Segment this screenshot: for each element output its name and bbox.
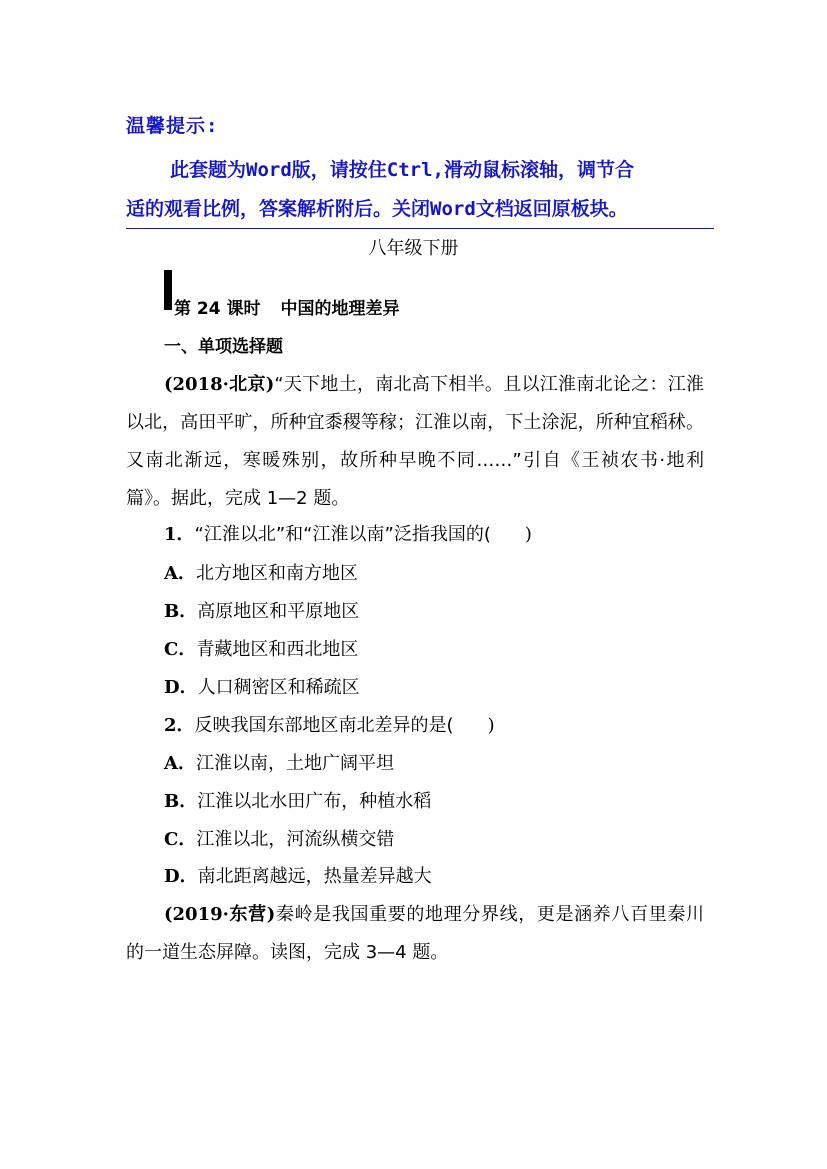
tip-line-2: 适的观看比例，答案解析附后。关闭Word文档返回原板块。	[126, 192, 714, 229]
option[interactable]	[164, 597, 359, 623]
passage-1-text: “天下地土，南北高下相半。且以江淮南北论之：江淮以北，高田平旷，所种宜黍稷等稼；江淮以南，下土涂泥，所种宜稻秫。又南北渐远，寒暖殊别，故所种早晚不同……”引自《王祯农书·地利篇》。据此，完成 1—2 题。	[126, 374, 705, 509]
option[interactable]	[164, 635, 358, 661]
option[interactable]	[164, 825, 394, 851]
option-label: B．	[164, 791, 198, 812]
option-text: 江淮以北，河流纵横交错	[196, 829, 395, 850]
lesson-title: 中国的地理差异	[280, 299, 400, 319]
section-heading: 一、单项选择题	[164, 337, 283, 357]
passage-2	[126, 896, 704, 972]
tip-title: 温馨提示:	[126, 115, 219, 137]
option-text: 江淮以北水田广布，种植水稻	[197, 791, 432, 812]
passage-1-source: (2018·北京)	[164, 374, 275, 395]
option-label: A．	[164, 563, 196, 584]
question-2	[164, 711, 495, 737]
option-text: 高原地区和平原地区	[197, 601, 360, 622]
passage-1	[126, 366, 704, 518]
question-number: 1．	[164, 524, 195, 545]
option-text: 北方地区和南方地区	[195, 563, 358, 584]
option[interactable]	[164, 749, 394, 775]
option-label: B．	[164, 601, 198, 622]
tip-line-1: 此套题为Word版，请按住Ctrl,滑动鼠标滚轴，调节合	[170, 159, 634, 181]
option-label: D．	[164, 677, 198, 698]
option-text: 人口稠密区和稀疏区	[197, 677, 360, 698]
tip-body	[126, 149, 716, 229]
option[interactable]	[164, 862, 432, 888]
question-1	[164, 520, 532, 546]
option-text: 青藏地区和西北地区	[196, 639, 359, 660]
passage-2-text: 秦岭是我国重要的地理分界线，更是涵养八百里秦川的一道生态屏障。读图，完成 3—4 题。	[126, 904, 704, 963]
option-label: D．	[164, 866, 198, 887]
passage-2-source: (2019·东营)	[164, 904, 276, 925]
option-label: C．	[164, 639, 197, 660]
option[interactable]	[164, 787, 431, 813]
option-label: A．	[164, 753, 196, 774]
lesson-heading	[174, 294, 400, 319]
answer-paren-close: )	[524, 524, 532, 545]
option-text: 南北距离越远，热量差异越大	[197, 866, 432, 887]
option[interactable]	[164, 559, 358, 585]
option[interactable]	[164, 673, 360, 699]
question-stem: 反映我国东部地区南北差异的是(	[194, 715, 454, 736]
option-text: 江淮以南，土地广阔平坦	[195, 753, 394, 774]
question-number: 2．	[164, 715, 195, 736]
grade-heading: 八年级下册	[368, 238, 459, 259]
option-label: C．	[164, 829, 197, 850]
lesson-marker-bar	[164, 270, 172, 310]
question-stem: “江淮以北”和“江淮以南”泛指我国的(	[194, 524, 491, 545]
answer-paren-close: )	[487, 715, 495, 736]
lesson-number: 第 24 课时	[174, 299, 261, 319]
